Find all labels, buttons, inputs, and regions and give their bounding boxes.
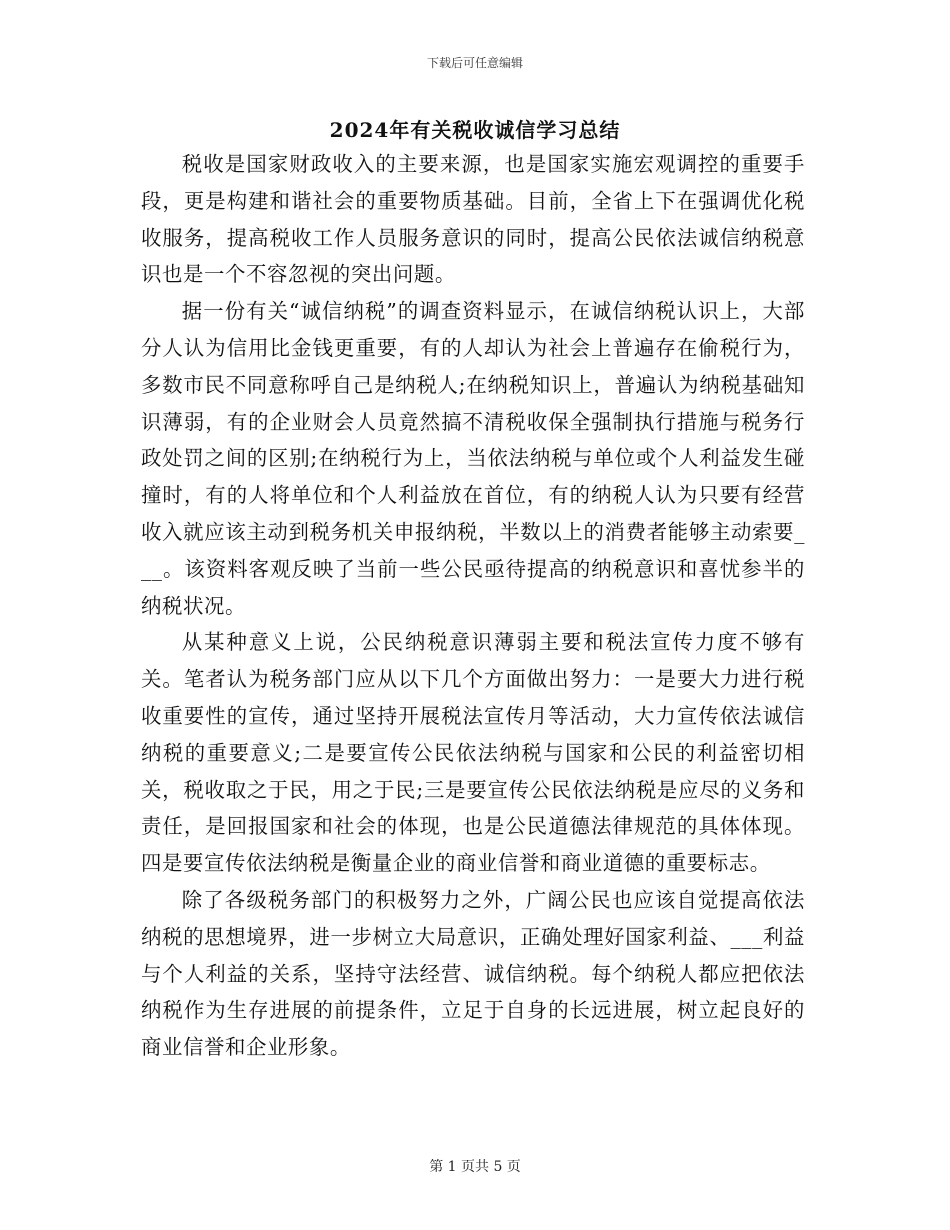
header-note: 下载后可任意编辑 (426, 56, 523, 70)
paragraph-3: 从某种意义上说，公民纳税意识薄弱主要和税法宣传力度不够有关。笔者认为税务部门应从以下几个方面做出努力：一是要大力进行税收重要性的宣传，通过坚持开展税法宣传月等活动，大力宣传依法诚信纳税的重要意义;二是要宣传公民依法纳税与国家和公民的利益密切相关，税收取之于民，用之于民;三是要宣传公民依法纳税是应尽的义务和责任，是回报国家和社会的体现，也是公民道德法律规范的具体体现。四是要宣传依法纳税是衡量企业的商业信誉和商业道德的重要标志。 (141, 630, 805, 876)
document-title: 2024年有关税收诚信学习总结 (329, 118, 621, 142)
page-indicator: 第 1 页共 5 页 (429, 1159, 521, 1175)
paragraph-2: 据一份有关“诚信纳税”的调查资料显示，在诚信纳税认识上，大部分人认为信用比金钱更重要，有的人却认为社会上普遍存在偷税行为，多数市民不同意称呼自己是纳税人;在纳税知识上，普遍认为纳税基础知识薄弱，有的企业财会人员竟然搞不清税收保全强制执行措施与税务行政处罚之间的区别;在纳税行为上，当依法纳税与单位或个人利益发生碰撞时，有的人将单位和个人利益放在首位，有的纳税人认为只要有经营收入就应该主动到税务机关申报纳税，半数以上的消费者能够主动索要___。该资料客观反映了当前一些公民亟待提高的纳税意识和喜忧参半的纳税状况。 (141, 299, 805, 618)
paragraph-4: 除了各级税务部门的积极努力之外，广阔公民也应该自觉提高依法纳税的思想境界，进一步树立大局意识，正确处理好国家利益、___利益与个人利益的关系，坚持守法经营、诚信纳税。每个纳税人都应把依法纳税作为生存进展的前提条件，立足于自身的长远进展，树立起良好的商业信誉和企业形象。 (141, 887, 805, 1060)
paragraph-1: 税收是国家财政收入的主要来源，也是国家实施宏观调控的重要手段，更是构建和谐社会的重要物质基础。目前，全省上下在强调优化税收服务，提高税收工作人员服务意识的同时，提高公民依法诚信纳税意识也是一个不容忽视的突出问题。 (141, 152, 805, 287)
document-body (141, 146, 805, 1066)
